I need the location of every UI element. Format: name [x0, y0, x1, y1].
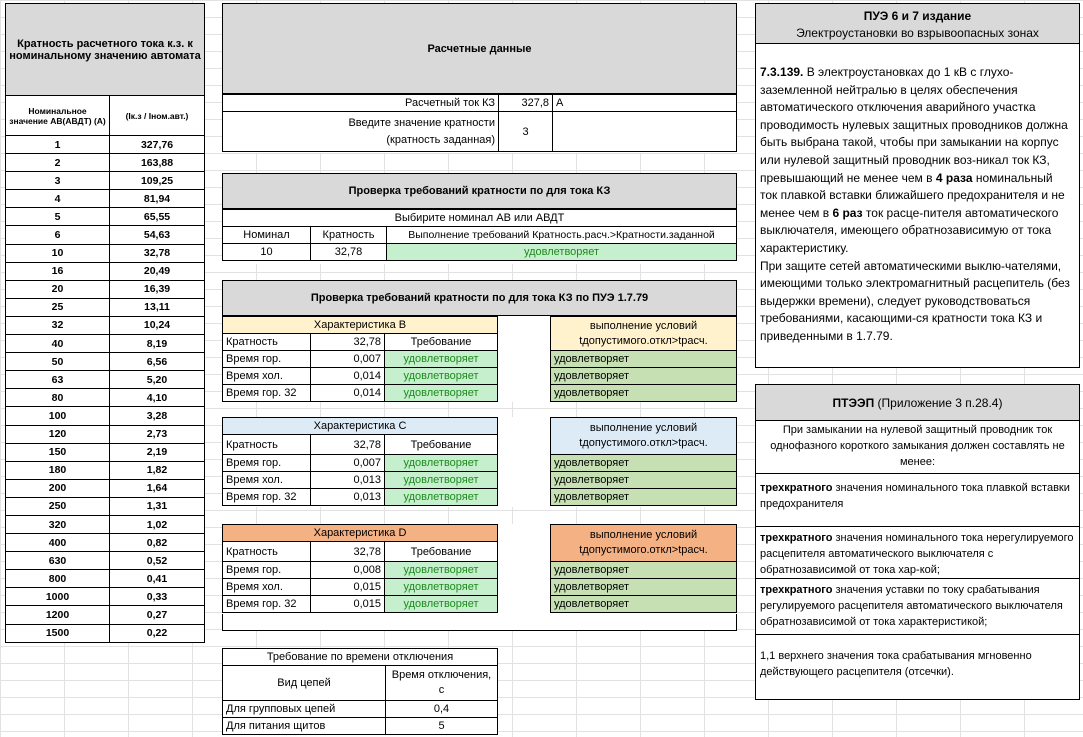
mult-label-line1: Введите значение кратности	[348, 116, 495, 129]
section-c-mult: 32,78	[311, 435, 385, 455]
check1-block	[222, 209, 737, 264]
ratio-row	[6, 154, 205, 172]
pue-text-d: 6 раз	[832, 205, 863, 220]
section-b-t2: 0,014	[311, 368, 385, 385]
section-d-cond-r3: удовлетворяет	[551, 596, 737, 613]
pteep-title-suffix: (Приложение 3 п.28.4)	[874, 395, 1003, 410]
ratio-value: 81,94	[110, 190, 205, 208]
ratio-value: 163,88	[110, 154, 205, 172]
section-b-t3-label: Время гор. 32	[223, 385, 311, 402]
section-b-t2-label: Время хол.	[223, 368, 311, 385]
check1-nominal-select[interactable]: 10	[223, 244, 311, 261]
section-b-req: Требование	[385, 334, 498, 351]
pue-paragraph-2: При защите сетей автоматическими выклю-чателями, имеющими только электромагнитный расцепитель (без выдержки времени), следует руководствоваться требованиями, касающими-ся кратности тока КЗ и приведенными в 1.7.79.	[760, 258, 1070, 343]
pue-paragraph-1	[760, 64, 1073, 258]
ratio-row	[6, 262, 205, 280]
section-b-cond-line2: tдопустимого.откл>tрасч.	[579, 334, 708, 347]
section-c-cond-r3: удовлетворяет	[551, 489, 737, 506]
check1-title: Проверка требований кратности по для тока КЗ	[348, 185, 611, 197]
ratio-nominal: 200	[6, 479, 110, 497]
section-c-cond-r2: удовлетворяет	[551, 472, 737, 489]
section-c-t2: 0,013	[311, 472, 385, 489]
ratio-row	[6, 461, 205, 479]
pue-text-a: В электроустановках до 1 кВ с глухо-заземленной нейтралью в целях обеспечения автоматического отключения аварийного участка проводимость нулевых защитных проводников должна быть выбрана такой, чтобы при замыкании на корпус или нулевой защитный проводник воз-никал ток КЗ, превышающий не менее чем в	[760, 65, 1068, 185]
ratio-row	[6, 316, 205, 334]
section-c-t3: 0,013	[311, 489, 385, 506]
check2-bottom	[222, 614, 737, 631]
ratio-row	[6, 190, 205, 208]
section-d-mult-label: Кратность	[223, 542, 311, 562]
ratio-value: 54,63	[110, 226, 205, 244]
ratio-row	[6, 552, 205, 570]
pue-text-b: 4 раза	[935, 170, 973, 185]
ratio-value: 0,33	[110, 588, 205, 606]
ratio-nominal: 2	[6, 154, 110, 172]
ratio-value: 65,55	[110, 208, 205, 226]
time-h-time-line2: с	[438, 684, 445, 696]
section-c-cond-line2: tдопустимого.откл>tрасч.	[579, 437, 708, 449]
check2-title: Проверка требований кратности по для тока КЗ по ПУЭ 1.7.79	[310, 292, 649, 304]
time-h-time-line1: Время отключения,	[391, 669, 492, 681]
section-d-title: Характеристика D	[223, 525, 498, 542]
section-b-cond	[551, 317, 737, 351]
ratio-table-panel	[5, 3, 205, 643]
section-d-cond-r1: удовлетворяет	[551, 562, 737, 579]
section-c-t3-label: Время гор. 32	[223, 489, 311, 506]
section-c-cond	[551, 418, 737, 455]
check1-subtitle: Выбирите номинал АВ или АВДТ	[223, 210, 737, 227]
ratio-row	[6, 389, 205, 407]
section-b-mult: 32,78	[311, 334, 385, 351]
ratio-row	[6, 570, 205, 588]
pue-header	[756, 4, 1079, 44]
section-d-t3: 0,015	[311, 596, 385, 613]
check1-h-mult: Кратность	[311, 227, 387, 244]
check1-h-requirement: Выполнение требований Кратность.расч.>Кратности.заданной	[387, 227, 737, 244]
ratio-value: 109,25	[110, 172, 205, 190]
ratio-nominal: 630	[6, 552, 110, 570]
ratio-nominal: 400	[6, 534, 110, 552]
ratio-nominal: 180	[6, 461, 110, 479]
section-c-t1-label: Время гор.	[223, 455, 311, 472]
ratio-value: 20,49	[110, 262, 205, 280]
ratio-row	[6, 515, 205, 533]
ratio-nominal: 1	[6, 136, 110, 154]
check1-header	[222, 173, 737, 209]
ratio-value: 1,82	[110, 461, 205, 479]
pue-text-c: номинальный ток плавкой вставки ближайшего предохранителя и не менее чем в	[760, 170, 1065, 220]
ratio-value: 3,28	[110, 407, 205, 425]
ratio-row	[6, 497, 205, 515]
section-c-t2-label: Время хол.	[223, 472, 311, 489]
pteep-item-1	[756, 474, 1079, 527]
ratio-nominal: 25	[6, 298, 110, 316]
ratio-nominal: 1500	[6, 624, 110, 642]
section-b-title: Характеристика В	[223, 317, 498, 334]
pteep-title: ПТЭЭП	[832, 395, 875, 410]
pteep-header	[756, 385, 1079, 421]
kz-label: Расчетный ток КЗ	[223, 95, 499, 112]
ratio-col-nominal: Номинальное значение АВ(АВДТ) (А)	[6, 96, 110, 136]
ratio-nominal: 250	[6, 497, 110, 515]
pteep-item-2-text: значения номинального тока нерегулируемого расцепителя автоматического выключателя с обратнозависимой от тока хар-кой;	[760, 532, 1074, 576]
ratio-nominal: 800	[6, 570, 110, 588]
ratio-row	[6, 534, 205, 552]
section-b-t1-ok: удовлетворяет	[385, 351, 498, 368]
ratio-table-title: Кратность расчетного тока к.з. к номинальному значению автомата	[6, 4, 205, 96]
ratio-row	[6, 425, 205, 443]
mult-input[interactable]: 3	[499, 112, 553, 152]
ratio-value: 6,56	[110, 353, 205, 371]
ratio-value: 8,19	[110, 335, 205, 353]
pteep-item-3	[756, 579, 1079, 635]
ratio-value: 4,10	[110, 389, 205, 407]
ratio-row	[6, 298, 205, 316]
section-b-t1-label: Время гор.	[223, 351, 311, 368]
section-d-t2-ok: удовлетворяет	[385, 579, 498, 596]
section-d-cond-line1: выполнение условий	[589, 529, 698, 541]
ratio-value: 32,78	[110, 244, 205, 262]
section-c-req: Требование	[385, 435, 498, 455]
section-d	[222, 524, 737, 614]
section-b-t3-ok: удовлетворяет	[385, 385, 498, 402]
ratio-value: 1,02	[110, 515, 205, 533]
ratio-nominal: 32	[6, 316, 110, 334]
ratio-value: 13,11	[110, 298, 205, 316]
check1-result: удовлетворяет	[387, 244, 737, 261]
section-b-t1: 0,007	[311, 351, 385, 368]
section-b-cond-r2: удовлетворяет	[551, 368, 737, 385]
section-b-cond-r1: удовлетворяет	[551, 351, 737, 368]
section-c-t1-ok: удовлетворяет	[385, 455, 498, 472]
pteep-panel	[755, 384, 1080, 700]
check1-mult-value: 32,78	[311, 244, 387, 261]
section-c-t2-ok: удовлетворяет	[385, 472, 498, 489]
section-d-t1: 0,008	[311, 562, 385, 579]
ratio-nominal: 1000	[6, 588, 110, 606]
section-c-title: Характеристика С	[223, 418, 498, 435]
ratio-nominal: 16	[6, 262, 110, 280]
ratio-value: 10,24	[110, 316, 205, 334]
time-r2-label: Для питания щитов	[223, 718, 386, 735]
time-h-time	[386, 666, 498, 701]
pue-subtitle: Электроустановки во взрывоопасных зонах	[796, 26, 1039, 40]
ratio-row	[6, 208, 205, 226]
pue-text	[756, 44, 1079, 346]
section-c-cond-line1: выполнение условий	[589, 422, 698, 434]
ratio-value: 1,31	[110, 497, 205, 515]
ratio-table	[5, 3, 205, 643]
pteep-intro: При замыкании на нулевой защитный проводник ток однофазного короткого замыкания должен составлять не менее:	[756, 421, 1079, 474]
ratio-row	[6, 226, 205, 244]
time-r2-value: 5	[386, 718, 498, 735]
pteep-item-3-bold: трехкратного	[760, 584, 833, 596]
pue-clause-number: 7.3.139.	[760, 65, 804, 79]
ratio-nominal: 63	[6, 371, 110, 389]
ratio-table-body	[6, 136, 205, 643]
section-b	[222, 316, 737, 402]
section-c	[222, 417, 737, 507]
mult-empty	[553, 112, 737, 152]
pteep-item-2-bold: трехкратного	[760, 532, 833, 544]
section-b-t2-ok: удовлетворяет	[385, 368, 498, 385]
ratio-nominal: 3	[6, 172, 110, 190]
ratio-value: 5,20	[110, 371, 205, 389]
ratio-nominal: 10	[6, 244, 110, 262]
ratio-value: 2,19	[110, 443, 205, 461]
kz-unit: А	[553, 95, 737, 112]
ratio-nominal: 50	[6, 353, 110, 371]
ratio-value: 0,82	[110, 534, 205, 552]
pue-title: ПУЭ 6 и 7 издание	[863, 9, 972, 23]
check2-header	[222, 280, 737, 316]
pteep-item-2	[756, 527, 1079, 579]
pue-text-e: ток расце-пителя автоматического выключателя, имеющего обратнозависимую от тока характеристику.	[760, 205, 1059, 255]
pteep-item-4: 1,1 верхнего значения тока срабатывания мгновенно действующего расцепителя (отсечки).	[760, 650, 1032, 678]
ratio-row	[6, 353, 205, 371]
section-b-t3: 0,014	[311, 385, 385, 402]
time-table-block	[222, 648, 498, 737]
mult-label	[223, 112, 499, 152]
ratio-nominal: 120	[6, 425, 110, 443]
ratio-row	[6, 443, 205, 461]
section-d-t3-ok: удовлетворяет	[385, 596, 498, 613]
time-table-title: Требование по времени отключения	[223, 649, 498, 666]
ratio-nominal: 100	[6, 407, 110, 425]
ratio-value: 0,27	[110, 606, 205, 624]
ratio-row	[6, 136, 205, 154]
section-b-cond-r3: удовлетворяет	[551, 385, 737, 402]
ratio-nominal: 5	[6, 208, 110, 226]
ratio-value: 0,52	[110, 552, 205, 570]
time-r1-value: 0,4	[386, 701, 498, 718]
section-b-cond-line1: выполнение условий	[589, 319, 698, 332]
section-d-t1-ok: удовлетворяет	[385, 562, 498, 579]
ratio-nominal: 40	[6, 335, 110, 353]
pteep-item-1-text: значения номинального тока плавкой вставки предохранителя	[760, 482, 1070, 510]
ratio-value: 2,73	[110, 425, 205, 443]
time-r1-label: Для групповых цепей	[223, 701, 386, 718]
section-d-t3-label: Время гор. 32	[223, 596, 311, 613]
ratio-col-ratio: (Iк.з / Iном.авт.)	[110, 96, 205, 136]
ratio-value: 1,64	[110, 479, 205, 497]
ratio-row	[6, 624, 205, 642]
section-d-t2: 0,015	[311, 579, 385, 596]
ratio-row	[6, 606, 205, 624]
ratio-nominal: 80	[6, 389, 110, 407]
section-d-cond-r2: удовлетворяет	[551, 579, 737, 596]
ratio-value: 327,76	[110, 136, 205, 154]
ratio-nominal: 4	[6, 190, 110, 208]
calc-header	[222, 3, 737, 94]
section-c-cond-r1: удовлетворяет	[551, 455, 737, 472]
ratio-row	[6, 479, 205, 497]
ratio-row	[6, 172, 205, 190]
pteep-item-3-text: значения уставки по току срабатывания регулируемого расцепителя автоматического выключателя обратнозависимой от тока характеристикой;	[760, 584, 1063, 628]
ratio-value: 16,39	[110, 280, 205, 298]
section-c-t1: 0,007	[311, 455, 385, 472]
ratio-row	[6, 280, 205, 298]
pteep-item-1-bold: трехкратного	[760, 482, 833, 494]
kz-value: 327,8	[499, 95, 553, 112]
ratio-nominal: 1200	[6, 606, 110, 624]
section-d-mult: 32,78	[311, 542, 385, 562]
section-d-t2-label: Время хол.	[223, 579, 311, 596]
section-d-req: Требование	[385, 542, 498, 562]
calc-block	[222, 94, 737, 153]
ratio-value: 0,22	[110, 624, 205, 642]
section-b-mult-label: Кратность	[223, 334, 311, 351]
ratio-nominal: 320	[6, 515, 110, 533]
section-d-t1-label: Время гор.	[223, 562, 311, 579]
check1-h-nominal: Номинал	[223, 227, 311, 244]
section-c-t3-ok: удовлетворяет	[385, 489, 498, 506]
ratio-nominal: 6	[6, 226, 110, 244]
pue-panel	[755, 3, 1080, 368]
ratio-row	[6, 335, 205, 353]
ratio-row	[6, 407, 205, 425]
ratio-nominal: 150	[6, 443, 110, 461]
ratio-row	[6, 371, 205, 389]
section-c-mult-label: Кратность	[223, 435, 311, 455]
section-d-cond	[551, 525, 737, 562]
ratio-row	[6, 588, 205, 606]
calc-title: Расчетные данные	[427, 42, 532, 55]
ratio-value: 0,41	[110, 570, 205, 588]
section-d-cond-line2: tдопустимого.откл>tрасч.	[579, 544, 708, 556]
ratio-nominal: 20	[6, 280, 110, 298]
ratio-row	[6, 244, 205, 262]
time-h-type: Вид цепей	[223, 666, 386, 701]
mult-label-line2: (кратность заданная)	[386, 133, 495, 146]
